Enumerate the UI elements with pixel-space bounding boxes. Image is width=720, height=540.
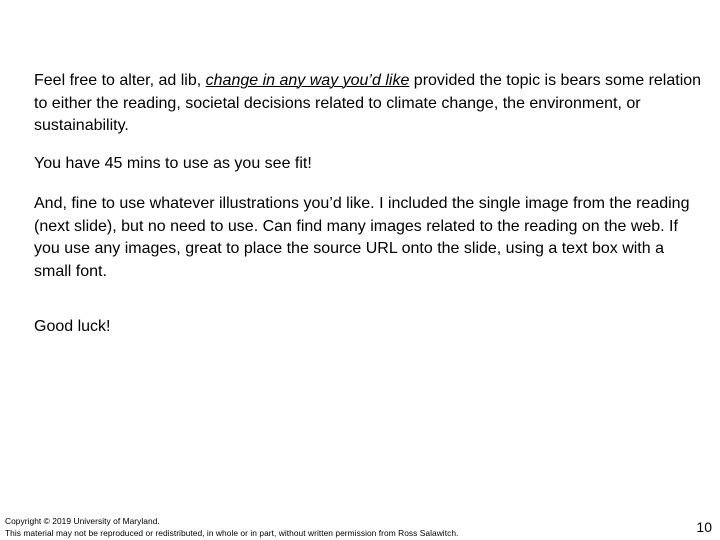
instructions-text-end: provided the topic is bears some relation to either the reading, societal decisions related to climate change, the environment, or sustainability.	[34, 72, 702, 134]
good-luck-paragraph: Good luck!	[34, 318, 111, 335]
slide-body	[34, 70, 704, 339]
page-number: 10	[696, 519, 712, 535]
instructions-paragraph	[34, 70, 704, 138]
copyright-footer	[5, 515, 458, 539]
emphasized-phrase: change in any way you’d like	[205, 72, 410, 89]
reproduction-notice: This material may not be reproduced or redistributed, in whole or in part, without written permission from Ross Salawitch.	[5, 528, 459, 538]
time-paragraph: You have 45 mins to use as you see fit!	[34, 154, 312, 172]
instructions-text-start: Feel free to alter, ad lib,	[34, 72, 206, 89]
copyright-line: Copyright © 2019 University of Maryland.	[5, 516, 160, 526]
illustrations-paragraph: And, fine to use whatever illustrations you’d like. I included the single image from the reading (next slide), but no need to use. Can find many images related to the reading on the web. If you use any images, great to place the source URL onto the slide, using a text box with a small font.	[34, 195, 690, 280]
